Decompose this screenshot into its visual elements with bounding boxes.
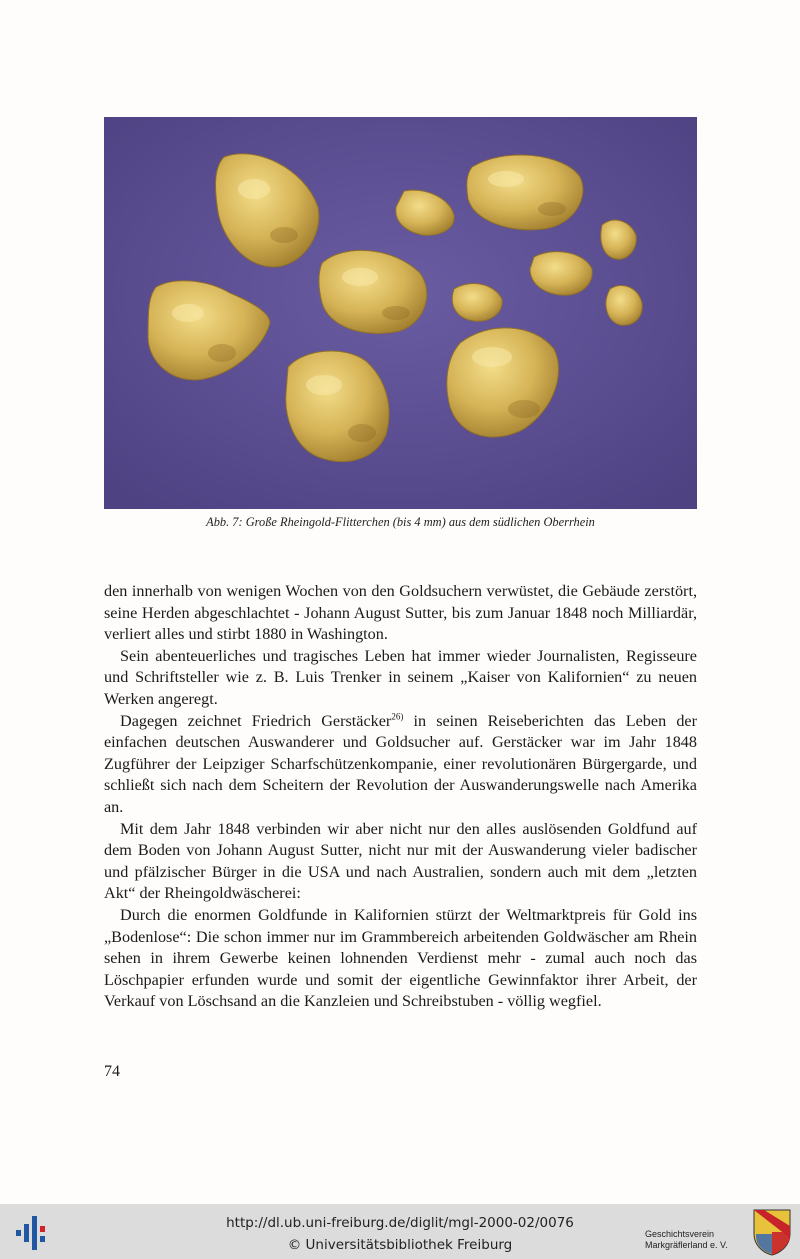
footnote-marker: 26) [391, 711, 404, 722]
coat-of-arms-icon [752, 1208, 792, 1256]
society-name-line: Markgräflerland e. V. [645, 1240, 728, 1250]
paragraph: Sein abenteuerliches und tragisches Leben hat immer wieder Journalisten, Regisseure und Schriftsteller wie z. B. Luis Trenker in seinem „Kaiser von Kalifornien“ zu neuen Werken angeregt. [104, 646, 697, 708]
paragraph: Durch die enormen Goldfunde in Kalifornien stürzt der Weltmarktpreis für Gold ins „Bodenlose“: Die schon immer nur im Grammbereich arbeitenden Goldwäscher am Rhein sehen in ihrem Gewerbe keinen lohnenden Verdienst mehr - zumal auch noch das Löschpapier erfunden wurde und somit der eigentliche Gewinnfaktor ihrer Arbeit, der Verkauf von Löschsand an die Kanzleien und Schreibstuben - völlig wegfiel. [104, 905, 697, 1011]
paragraph-text: Dagegen zeichnet Friedrich Gerstäcker [120, 711, 392, 730]
document-url-link[interactable]: http://dl.ub.uni-freiburg.de/diglit/mgl-2000-02/0076 [226, 1215, 574, 1231]
copyright-text: © Universitätsbibliothek Freiburg [287, 1237, 513, 1253]
paragraph: den innerhalb von wenigen Wochen von den Goldsuchern verwüstet, die Gebäude zerstört, seine Herden abgeschlachtet - Johann August Sutter, bis zum Januar 1848 noch Milliardär, verliert alles und stirbt 1880 in Washington. [104, 582, 697, 644]
society-name [645, 1229, 728, 1251]
page-number: 74 [104, 1063, 120, 1080]
gold-flakes-photo [104, 117, 697, 509]
paragraph-gerstaecker [104, 711, 697, 819]
viewer-footer [0, 1204, 800, 1259]
body-text [104, 581, 697, 1013]
paragraph: Mit dem Jahr 1848 verbinden wir aber nicht nur den alles auslösenden Goldfund auf dem Boden von Johann August Sutter, nicht nur mit der Auswanderung vieler badischer und pfälzischer Bürger in die USA und nach Australien, sondern auch mit dem „letzten Akt“ der Rheingoldwäscherei: [104, 819, 697, 903]
society-name-line: Geschichtsverein [645, 1229, 715, 1239]
paragraph-text: in seinen Reiseberichten das Leben der einfachen deutschen Auswanderer und Goldsucher auf. Gerstäcker war im Jahr 1848 Zugführer der Leipziger Scharfschützenkompanie, einer revolutionären Bürgergarde, und schließt sich nach dem Scheitern der Revolution der Auswanderungswelle nach Amerika an. [104, 711, 697, 816]
figure-caption: Abb. 7: Große Rheingold-Flitterchen (bis 4 mm) aus dem südlichen Oberrhein [206, 515, 595, 529]
